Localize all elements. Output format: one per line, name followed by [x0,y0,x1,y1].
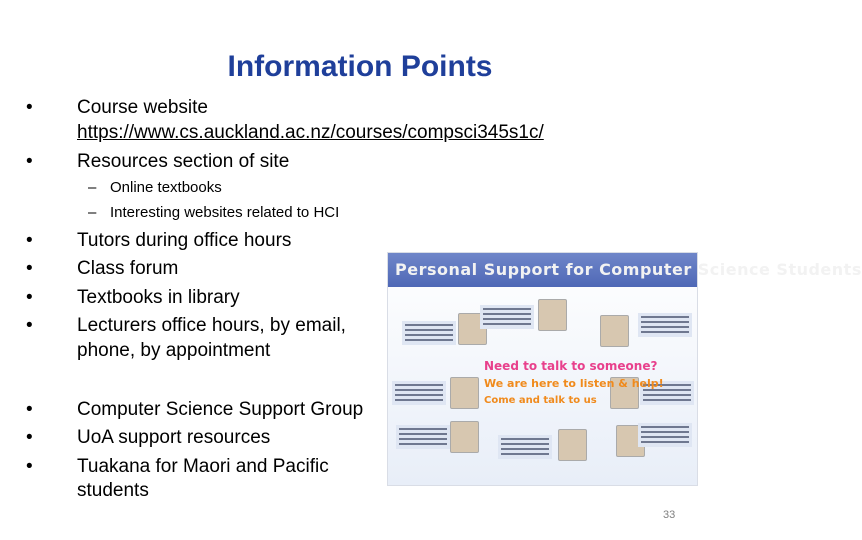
bullet-marker: • [26,427,33,448]
poster-slogan-question: Need to talk to someone? [484,359,658,373]
staff-photo [600,315,629,347]
poster-slogan-help: We are here to listen & help! [484,377,664,390]
bullet-marker: • [26,151,33,172]
staff-photo [538,299,567,331]
bullet-text: Computer Science Support Group [77,399,364,420]
contact-card [480,305,534,329]
slide-title: Information Points [227,50,493,83]
bullet-text: phone, by appointment [77,340,271,361]
bullet-text: Tutors during office hours [77,230,292,251]
support-poster-image [387,252,862,486]
bullet-marker: • [26,399,33,420]
staff-photo [450,377,479,409]
sub-bullet-marker: – [88,204,97,221]
course-url-link[interactable]: https://www.cs.auckland.ac.nz/courses/compsci345s1c/ [77,122,544,143]
bullet-marker: • [26,315,33,336]
poster-slogan-talk: Come and talk to us [484,395,597,406]
sub-bullet-text: Interesting websites related to HCI [110,204,340,221]
bullet-text: Textbooks in library [77,287,240,308]
staff-photo [558,429,587,461]
sub-bullet-text: Online textbooks [110,179,222,196]
bullet-text: Lecturers office hours, by email, [77,315,346,336]
sub-bullet-marker: – [88,179,97,196]
bullet-text: Course website [77,97,208,118]
contact-card [396,425,450,449]
bullet-text: Tuakana for Maori and Pacific [77,456,329,477]
contact-card [638,423,692,447]
bullet-marker: • [26,97,33,118]
bullet-text: Class forum [77,258,179,279]
contact-card [638,313,692,337]
contact-card [402,321,456,345]
bullet-marker: • [26,287,33,308]
bullet-text: UoA support resources [77,427,271,448]
bullet-marker: • [26,456,33,477]
staff-photo [450,421,479,453]
contact-card [392,381,446,405]
poster-header [388,253,862,287]
bullet-marker: • [26,258,33,279]
contact-card [498,435,552,459]
bullet-marker: • [26,230,33,251]
page-number: 33 [663,509,676,521]
bullet-text: students [77,480,149,501]
bullet-text: Resources section of site [77,151,290,172]
poster-title: Personal Support for Computer Science Students [395,260,862,279]
